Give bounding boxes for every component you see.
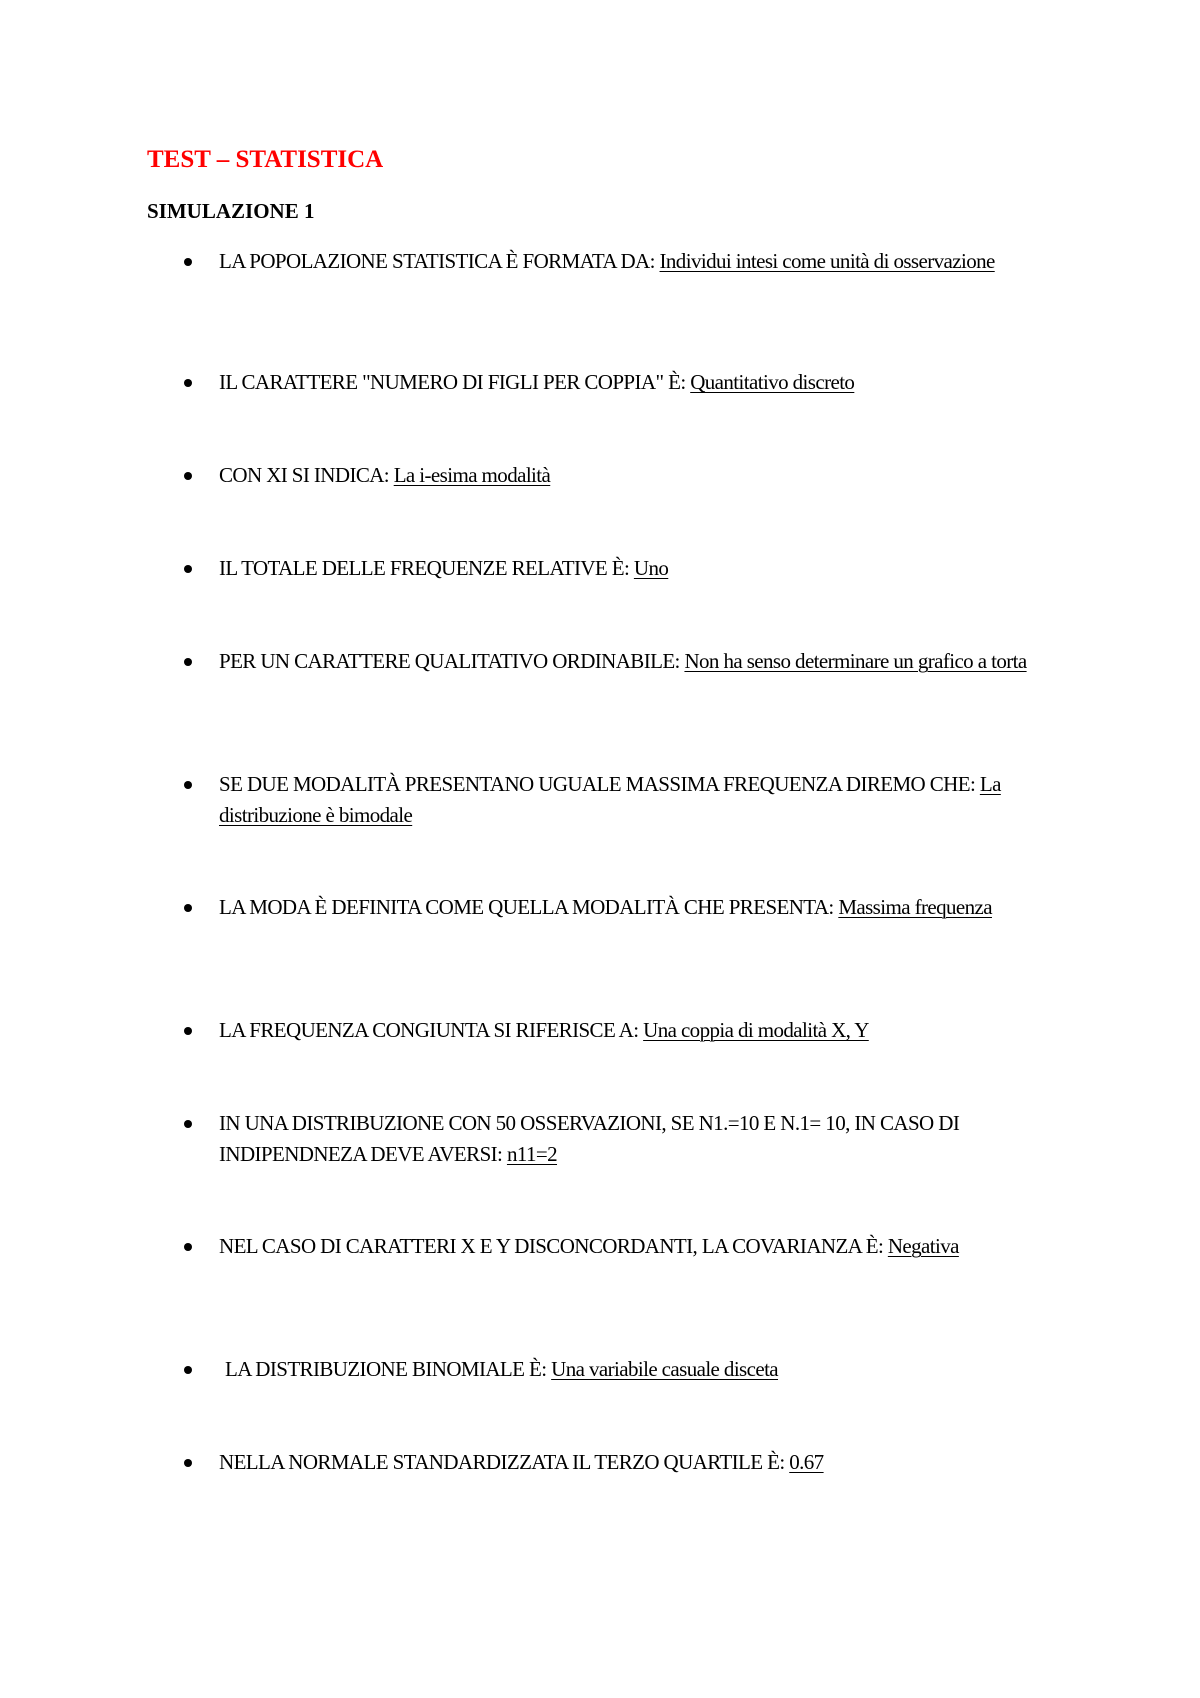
answer-text: La i-esima modalità (393, 463, 551, 487)
bullet-icon (184, 1120, 192, 1128)
question-text: NEL CASO DI CARATTERI X E Y DISCONCORDANTI, LA COVARIANZA È: (219, 1234, 888, 1258)
answer-text: La distribuzione è bimodale (219, 772, 1001, 827)
answer-text: Negativa (887, 1234, 959, 1258)
question-text: LA POPOLAZIONE STATISTICA È FORMATA DA: (219, 249, 660, 273)
document-title: TEST – STATISTICA (147, 146, 384, 173)
answer-text: Una variabile casuale disceta (551, 1357, 779, 1381)
question-text: IN UNA DISTRIBUZIONE CON 50 OSSERVAZIONI, SE N1.=10 E N.1= 10, IN CASO DI INDIPENDNEZA DEVE AVERSI: (219, 1111, 960, 1166)
bullet-icon (184, 379, 192, 387)
answer-text: Massima frequenza (838, 895, 992, 919)
item-text (225, 1354, 1065, 1385)
bullet-icon (184, 904, 192, 912)
bullet-icon (184, 1366, 192, 1374)
bullet-icon (184, 1027, 192, 1035)
item-text (219, 246, 1059, 277)
item-text (219, 367, 1059, 398)
bullet-icon (184, 1243, 192, 1251)
question-text: IL CARATTERE "NUMERO DI FIGLI PER COPPIA" È: (219, 370, 691, 394)
question-text: PER UN CARATTERE QUALITATIVO ORDINABILE: (219, 649, 685, 673)
section-subtitle: SIMULAZIONE 1 (147, 199, 315, 223)
bullet-icon (184, 1459, 192, 1467)
item-text (219, 769, 1059, 831)
bullet-icon (184, 258, 192, 266)
answer-text: Non ha senso determinare un grafico a torta (684, 649, 1027, 673)
question-text: IL TOTALE DELLE FREQUENZE RELATIVE È: (219, 556, 634, 580)
bullet-icon (184, 781, 192, 789)
bullet-icon (184, 565, 192, 573)
item-text (219, 1015, 1059, 1046)
answer-text: Uno (633, 556, 669, 580)
bullet-icon (184, 658, 192, 666)
question-text: LA DISTRIBUZIONE BINOMIALE È: (225, 1357, 552, 1381)
answer-text: Quantitativo discreto (690, 370, 855, 394)
item-text (219, 1108, 1059, 1170)
answer-text: Individui intesi come unità di osservazione (659, 249, 995, 273)
answer-text: Una coppia di modalità X, Y (643, 1018, 869, 1042)
question-text: NELLA NORMALE STANDARDIZZATA IL TERZO QUARTILE È: (219, 1450, 790, 1474)
item-text (219, 892, 1059, 923)
question-text: LA FREQUENZA CONGIUNTA SI RIFERISCE A: (219, 1018, 644, 1042)
item-text (219, 646, 1059, 677)
item-text (219, 460, 1059, 491)
answer-text: n11=2 (506, 1142, 558, 1166)
item-text (219, 1231, 1059, 1262)
item-text (219, 1447, 1059, 1478)
bullet-icon (184, 472, 192, 480)
question-text: CON XI SI INDICA: (219, 463, 394, 487)
question-text: SE DUE MODALITÀ PRESENTANO UGUALE MASSIMA FREQUENZA DIREMO CHE: (219, 772, 980, 796)
answer-text: 0.67 (789, 1450, 824, 1474)
question-text: LA MODA È DEFINITA COME QUELLA MODALITÀ CHE PRESENTA: (219, 895, 839, 919)
item-text (219, 553, 1059, 584)
